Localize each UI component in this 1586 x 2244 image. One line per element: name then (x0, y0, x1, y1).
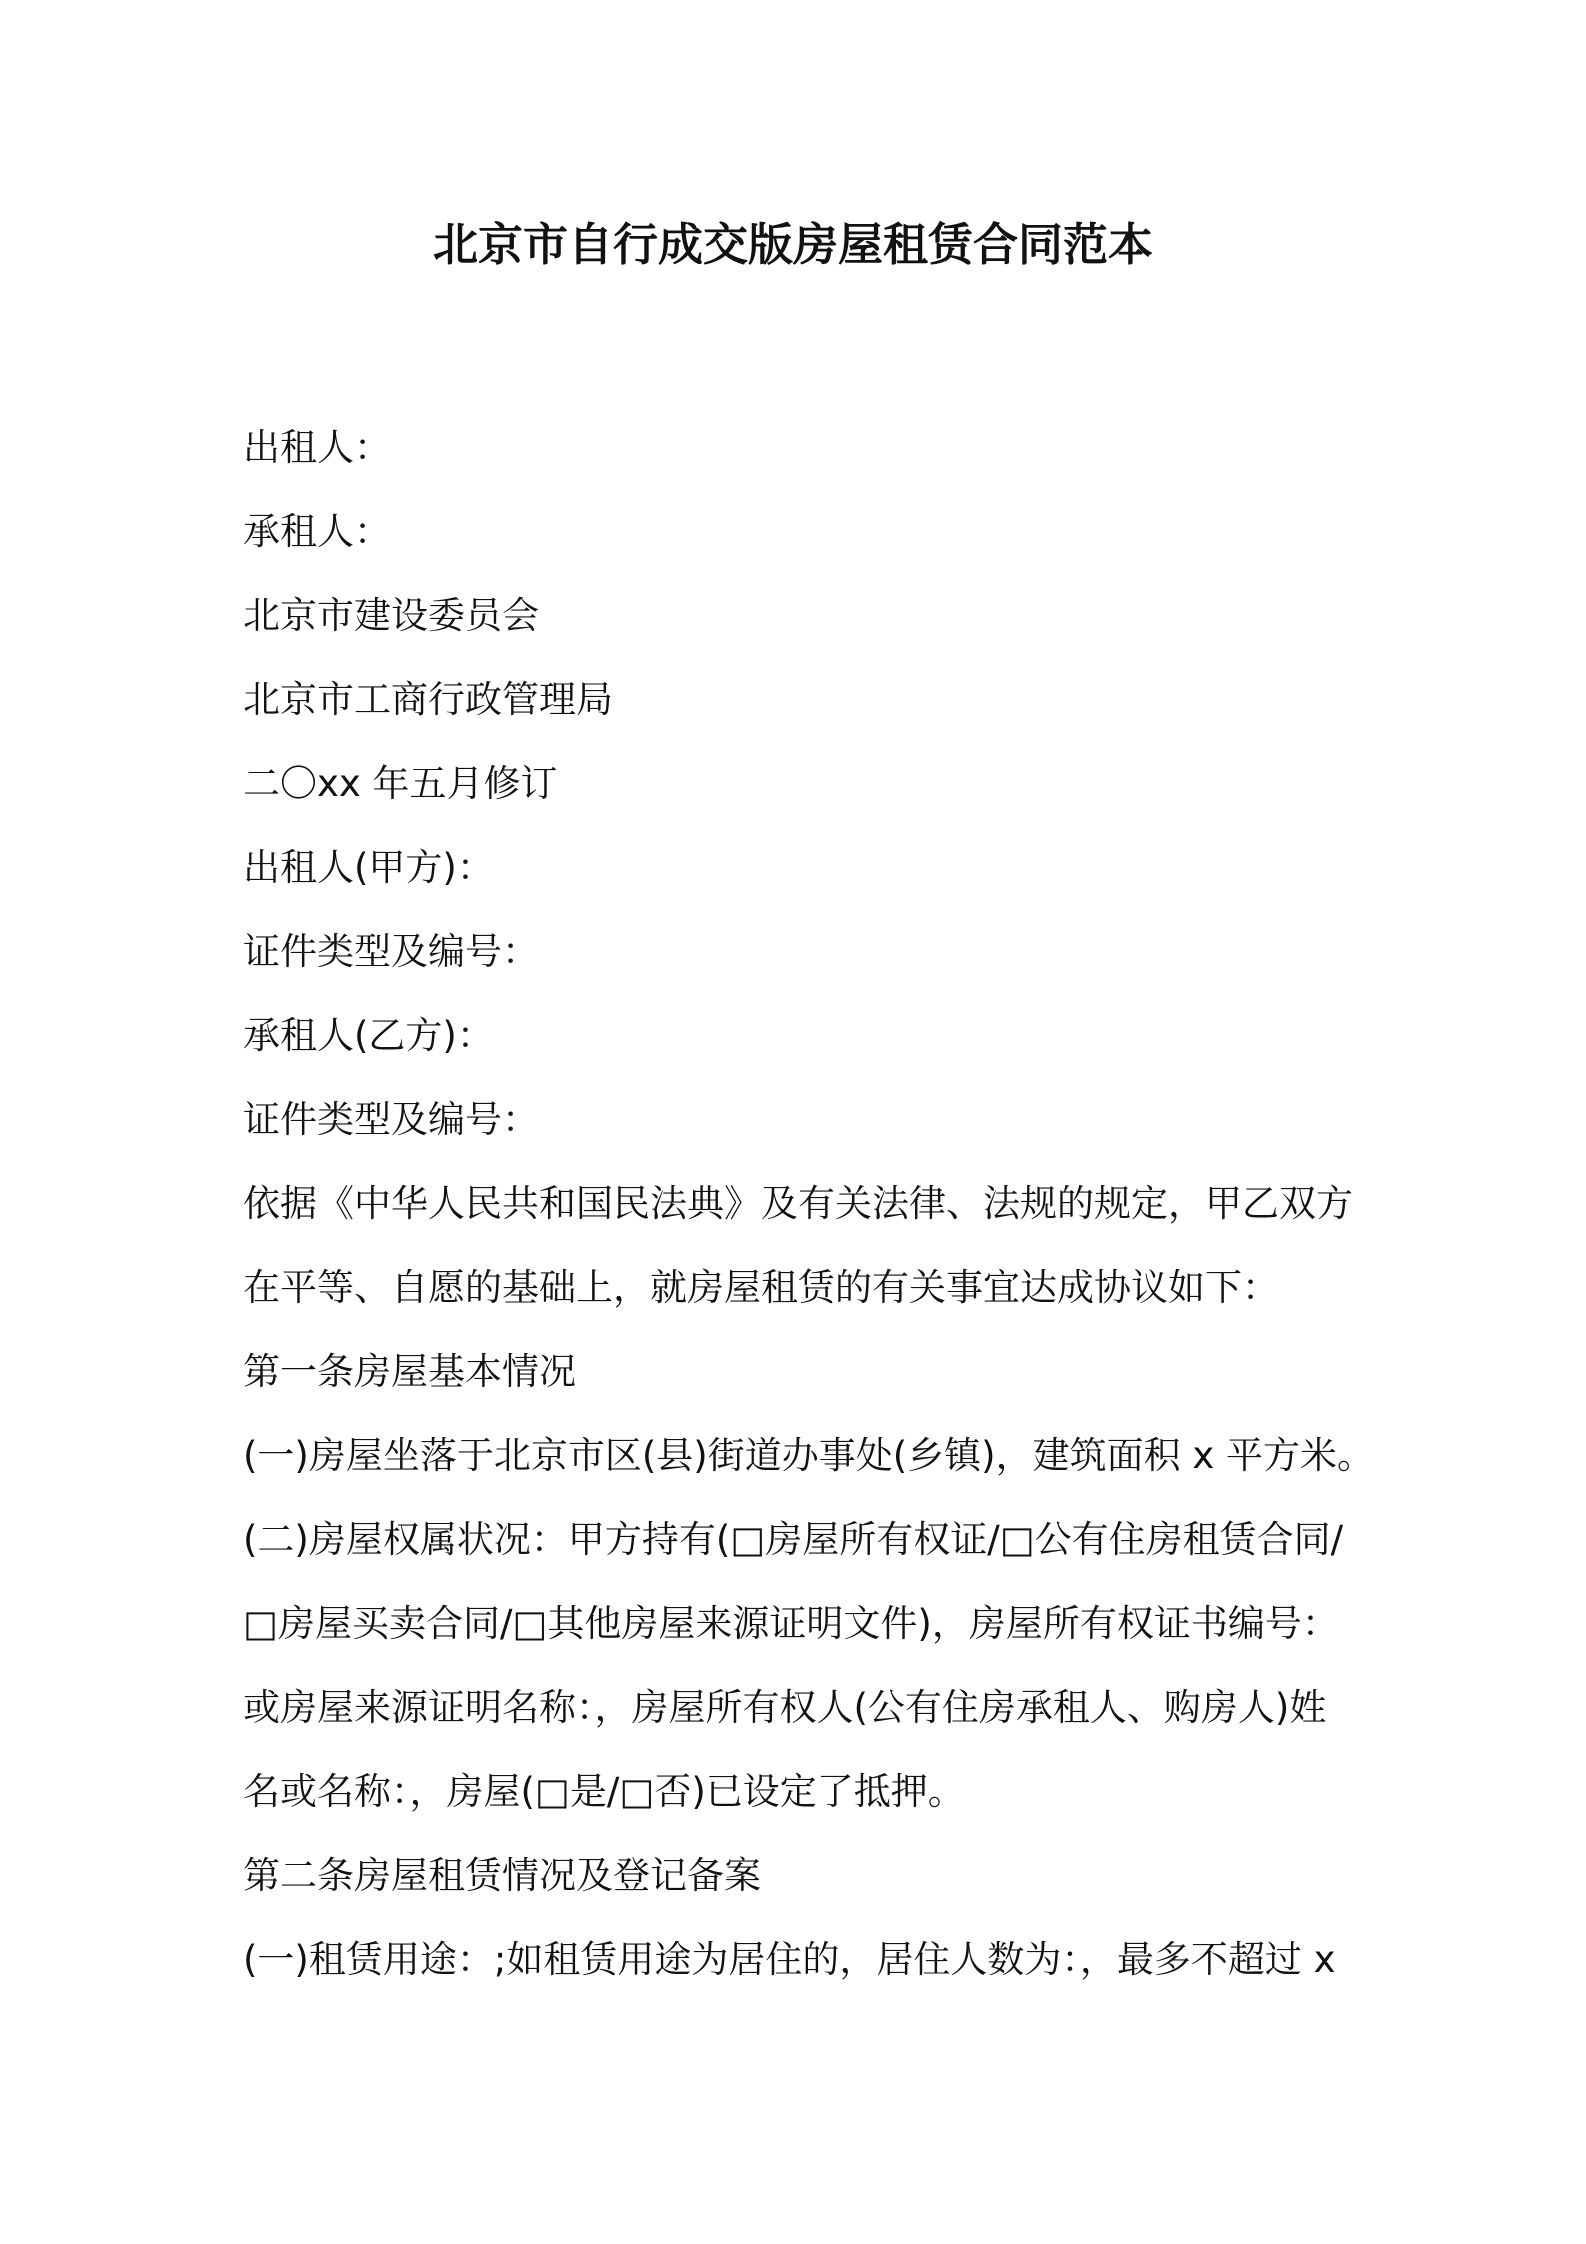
issuer-commerce-bureau: 北京市工商行政管理局 (243, 678, 613, 721)
party-b-id-line: 证件类型及编号： (243, 1098, 539, 1141)
preamble-line-2: 在平等、自愿的基础上，就房屋租赁的有关事宜达成协议如下： (243, 1266, 1279, 1309)
document-body (243, 406, 1375, 2002)
issuer-construction-committee: 北京市建设委员会 (243, 594, 539, 637)
lessee-line: 承租人： (243, 510, 391, 553)
revision-date: 二〇xx 年五月修订 (243, 762, 558, 805)
article-1-clause-2-line-1: (二)房屋权属状况：甲方持有(□房屋所有权证/□公有住房租赁合同/ (243, 1518, 1344, 1561)
article-2-clause-1: (一)租赁用途：;如租赁用途为居住的，居住人数为：，最多不超过 x (243, 1938, 1336, 1981)
lessor-line: 出租人： (243, 426, 391, 469)
article-1-clause-2-line-4: 名或名称：，房屋(□是/□否)已设定了抵押。 (243, 1770, 965, 1813)
article-1-clause-2-line-2: □房屋买卖合同/□其他房屋来源证明文件)，房屋所有权证书编号： (243, 1602, 1339, 1645)
preamble-line-1: 依据《中华人民共和国民法典》及有关法律、法规的规定，甲乙双方 (243, 1182, 1353, 1225)
document-title: 北京市自行成交版房屋租赁合同范本 (432, 218, 1153, 271)
party-a-line: 出租人(甲方)： (243, 846, 494, 889)
party-a-id-line: 证件类型及编号： (243, 930, 539, 973)
article-2-heading: 第二条房屋租赁情况及登记备案 (243, 1854, 761, 1897)
article-1-clause-2-line-3: 或房屋来源证明名称：，房屋所有权人(公有住房承租人、购房人)姓 (243, 1686, 1327, 1729)
party-b-line: 承租人(乙方)： (243, 1014, 494, 1057)
article-1-clause-1: (一)房屋坐落于北京市区(县)街道办事处(乡镇)，建筑面积 x 平方米。 (243, 1434, 1375, 1477)
article-1-heading: 第一条房屋基本情况 (243, 1350, 576, 1393)
